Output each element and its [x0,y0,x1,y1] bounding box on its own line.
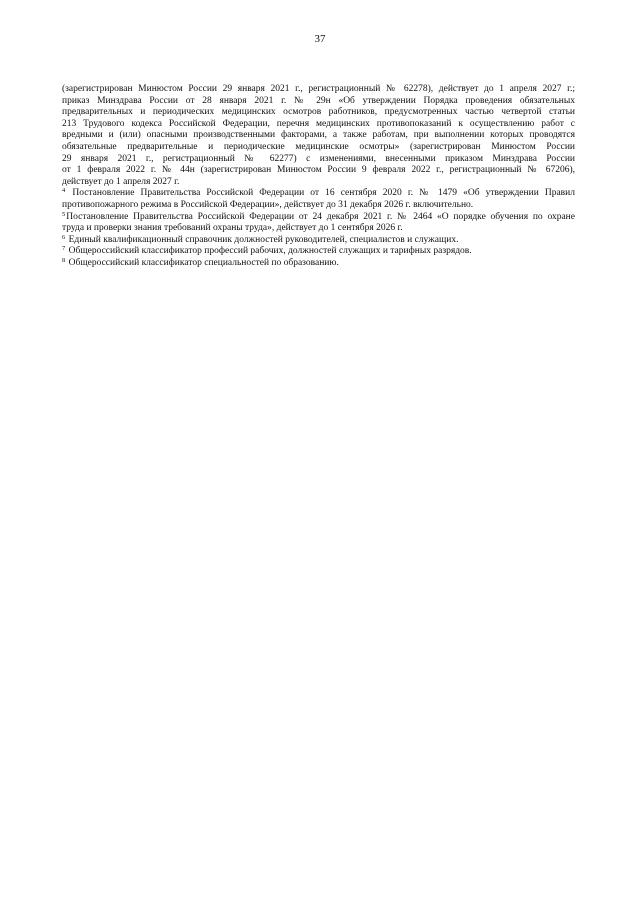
footnote-marker: 4 [62,187,66,195]
footnotes-block [62,84,575,270]
footnote-line: предварительных и периодических медицинских осмотров работников, предусмотренных частью четвертой статьи [62,107,575,118]
page-number: 37 [314,33,326,45]
footnote-text: Общероссийский классификатор профессий рабочих, должностей служащих и тарифных разрядов. [68,246,472,257]
footnote-line: от 1 февраля 2022 г. № 44н (зарегистрирован Минюстом России 9 февраля 2022 г., регистрационный № 67206), [62,165,575,176]
footnote-text: Единый квалификационный справочник должностей руководителей, специалистов и служащих. [68,234,459,245]
footnote-line: действует до 1 апреля 2027 г. [62,176,180,187]
footnote-marker: 8 [62,256,66,264]
footnote-line: 29 января 2021 г., регистрационный № 62277) с изменениями, внесенными приказом Минздрава России [62,153,575,164]
footnote-text: Постановление Правительства Российской Федерации от 16 сентября 2020 г. № 1479 «Об утверждении Правил [72,188,575,199]
footnote-6 [62,235,575,247]
footnote-line: (зарегистрирован Минюстом России 29 января 2021 г., регистрационный № 62278), действует до 1 апреля 2027 г.; [62,84,575,94]
footnote-marker: 5 [62,210,66,218]
footnote-line [62,188,575,200]
footnote-4 [62,188,575,211]
footnote-text: Общероссийский классификатор специальностей по образованию. [68,257,339,268]
footnote-line [62,246,575,258]
footnote-text: Постановление Правительства Российской Федерации от 24 декабря 2021 г. № 2464 «О порядке обучения по охране [66,211,575,222]
footnote-line: 213 Трудового кодекса Российской Федерации, перечня медицинских противопоказаний к осуществлению работ с [62,118,575,129]
footnote-line [62,258,575,270]
footnote-marker: 7 [62,245,66,253]
footnote-7 [62,246,575,258]
footnote-5 [62,212,575,235]
footnote-8 [62,258,575,270]
footnote-marker: 6 [62,233,66,241]
footnote-line [62,212,575,224]
footnote-line [62,235,575,247]
footnote-3-continuation [62,84,575,188]
footnote-line: обязательные предварительные и периодические медицинские осмотры» (зарегистрирован Минюстом России [62,141,575,152]
footnote-line: труда и проверки знания требований охраны труда», действует до 1 сентября 2026 г. [62,223,403,234]
footnote-line: противопожарного режима в Российской Федерации», действует до 31 декабря 2026 г. включительно. [62,199,474,210]
footnote-line: вредными и (или) опасными производственными факторами, а также работам, при выполнении которых проводятся [62,130,575,141]
footnote-line: приказ Минздрава России от 28 января 2021 г. № 29н «Об утверждении Порядка проведения обязательных [62,95,575,106]
